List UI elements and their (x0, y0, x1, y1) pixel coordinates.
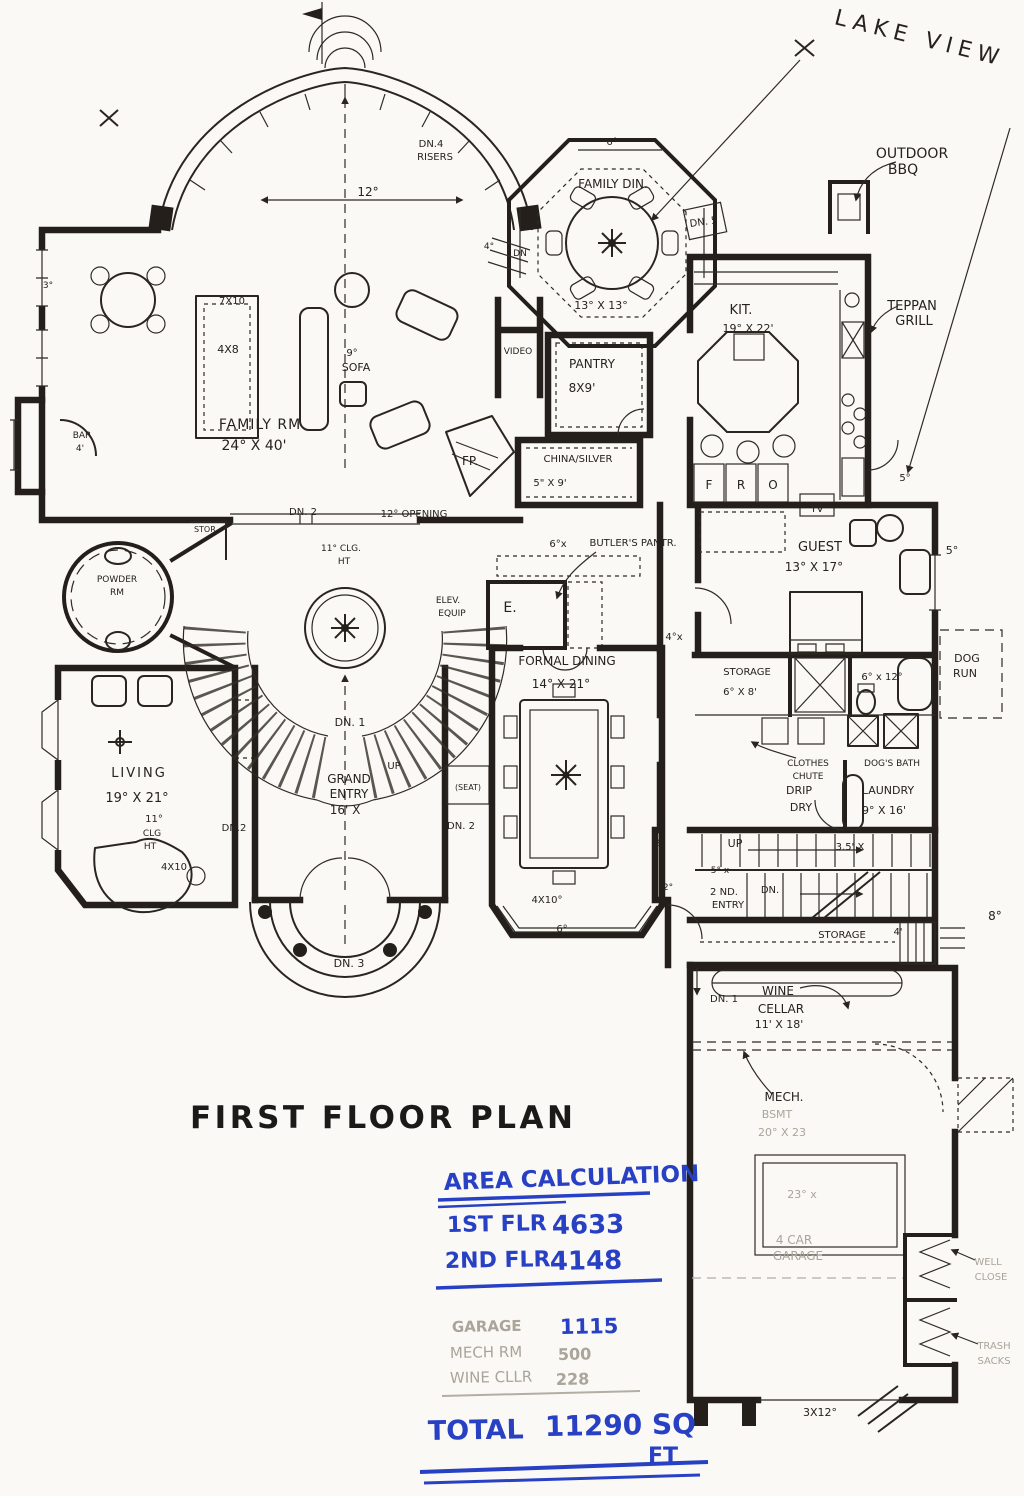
dim-23-label: 23° x (787, 1188, 817, 1201)
area-calc-heading: AREA CALCULATION (443, 1161, 700, 1196)
formal-1-label: FORMAL DINING (518, 654, 616, 668)
elev-equip-1-label: ELEV. (435, 596, 461, 606)
teppan-grill-2-label: GRILL (895, 314, 933, 329)
liv-clg-3-label: HT (143, 842, 157, 852)
mech-1-label: MECH. (764, 1090, 804, 1104)
elev-equip-2-label: EQUIP (438, 609, 466, 619)
area-calc-row-value: 500 (557, 1344, 592, 1364)
mech-2-label: BSMT (761, 1108, 793, 1121)
dog-run-2-label: RUN (953, 667, 977, 680)
sofa-2-label: SOFA (341, 361, 371, 374)
china-1-label: CHINA/SILVER (543, 454, 613, 465)
dim-4x10-liv-label: 4X10 (161, 862, 187, 873)
teppan-grill-1-label: TEPPAN (887, 299, 937, 314)
wine-2-label: CELLAR (757, 1002, 805, 1016)
stor-label: STOR. (193, 525, 219, 534)
pantry-2-label: 8X9' (568, 381, 596, 395)
area-calc-total-value: 11290 SQ (544, 1407, 697, 1443)
plan-title: FIRST FLOOR PLAN (190, 1100, 577, 1136)
sofa-1-label: 9° (346, 348, 358, 359)
laundry-1-label: LAUNDRY (861, 784, 915, 797)
laundry-2-label: 9° X 16' (861, 804, 907, 817)
area-calc-row-value: 4633 (551, 1209, 625, 1241)
hall-clg-2-label: HT (337, 557, 351, 567)
video-label: VIDEO (503, 347, 533, 357)
living-2-label: 19° X 21° (105, 791, 169, 806)
powder-2-label: RM (109, 588, 125, 598)
up-stair-label: UP (727, 837, 743, 850)
dogs-bath-label: DOG'S BATH (864, 759, 920, 769)
dim-2-b-label: 2° (662, 883, 674, 893)
clothes-1-label: CLOTHES (787, 759, 829, 769)
area-calc-total-unit: FT (648, 1444, 679, 1469)
dim-6-top-label: 6° (606, 137, 618, 148)
garage-2-label: GARAGE (772, 1249, 824, 1263)
drip-dry-2-label: DRY (789, 801, 813, 814)
grand-2-label: ENTRY (329, 787, 369, 801)
family-room-2-label: 24° X 40' (221, 438, 287, 454)
storage4-1-label: STORAGE (818, 930, 866, 941)
dim-4x-hall-label: 4°x (665, 632, 683, 643)
area-calc-total-label: TOTAL (427, 1414, 524, 1447)
clothes-2-label: CHUTE (792, 772, 824, 782)
storage68-1-label: STORAGE (723, 667, 771, 678)
dn2-left-label: DN.2 (221, 823, 247, 834)
dim-5-kit-label: 5° (899, 473, 911, 484)
area-calc-row-label: 2ND FLR (444, 1247, 551, 1274)
dining-dim-label: 13° X 13° (574, 299, 628, 312)
area-calc-row-label: MECH RM (449, 1342, 523, 1362)
seat-label: (SEAT) (454, 783, 482, 792)
living-1-label: LIVING (111, 766, 167, 781)
dn5-label: DN. 5 (689, 215, 719, 230)
dim-12-label: 12° (357, 185, 379, 199)
entry2-2-label: ENTRY (711, 900, 745, 911)
bar-2-label: 4' (75, 444, 85, 454)
outdoor-bbq-1-label: OUTDOOR (875, 146, 949, 162)
dim-4x10-din-label: 4X10° (531, 895, 563, 906)
area-calc-row-value: 228 (555, 1369, 590, 1389)
tv-label: TV (810, 504, 824, 515)
dn-top-label: DN (513, 249, 527, 259)
area-calc-row-label: 1ST FLR (446, 1211, 547, 1238)
bath-dim-label: 6° x 12° (861, 672, 903, 683)
area-calc-row-label: WINE CLLR (449, 1367, 533, 1387)
dim-5-right-label: 5° (945, 544, 959, 557)
opening-12-label: 12° OPENING (380, 509, 448, 520)
storage68-2-label: 6° X 8' (723, 687, 757, 698)
kitchen-2-label: 19° X 22' (722, 322, 774, 335)
fireplace-label: FP. (461, 454, 479, 468)
outdoor-bbq-2-label: BBQ (887, 162, 919, 178)
grand-1-label: GRAND (327, 772, 371, 786)
dn2-grand-label: DN. 2 (447, 821, 475, 832)
lake-view-label: LAKE VIEW (831, 5, 1008, 72)
dn3-porch-label: DN. 3 (333, 957, 365, 970)
mech-3-label: 20° X 23 (757, 1126, 807, 1139)
dim-6-din-label: 6° (556, 924, 568, 935)
bar-1-label: BAR (72, 431, 92, 441)
storage4-2-label: 4' (893, 927, 903, 938)
trash-note-1-label: TRASH (977, 1341, 1011, 1352)
up-grand-label: UP (387, 761, 401, 772)
dn4-1-label: DN.4 (418, 139, 444, 150)
closet-note-2-label: CLOSE (974, 1272, 1008, 1283)
dn4-2-label: RISERS (417, 152, 453, 163)
liv-clg-1-label: 11° (145, 814, 163, 825)
wine-1-label: WINE (762, 984, 794, 998)
family-dining-label: FAMILY DIN. (578, 177, 648, 191)
wine-3-label: 11' X 18' (754, 1018, 804, 1031)
closet-note-1-label: WELL (974, 1257, 1002, 1268)
dn2-family-label: DN. 2 (289, 507, 317, 518)
dim-7x10-label: 7X10 (219, 296, 245, 307)
appliance-o-label: O (768, 478, 778, 492)
china-2-label: 5" X 9' (533, 478, 567, 489)
guest-2-label: 13° X 17° (784, 560, 844, 574)
dim-3-left-label: 3° (42, 281, 54, 291)
appliance-r-label: R (736, 478, 746, 492)
dog-run-1-label: DOG (954, 652, 980, 665)
kitchen-1-label: KIT. (729, 303, 753, 318)
trash-note-2-label: SACKS (977, 1356, 1011, 1367)
drip-dry-1-label: DRIP (786, 784, 812, 797)
elevator-label: E. (503, 600, 517, 616)
dn-stair-label: DN. (760, 885, 780, 896)
appliance-f-label: F (705, 478, 713, 492)
liv-clg-2-label: CLG (142, 829, 162, 839)
dn1-grand-label: DN. 1 (334, 716, 366, 729)
dim-2-a-label: 2° (654, 839, 666, 849)
dim-8-label: 8° (988, 909, 1002, 923)
butlers-1-label: 6°x (549, 539, 567, 550)
grand-3-label: 16' X (329, 803, 361, 817)
dim-4-top-label: 4° (483, 242, 495, 252)
area-calc-row-label: GARAGE (451, 1316, 522, 1336)
powder-1-label: POWDER (96, 575, 138, 585)
area-calc-row-value: 1115 (559, 1313, 619, 1339)
dim-35-label: 3.5' X (835, 842, 865, 853)
dim-5x-label: 5° x (710, 866, 730, 876)
entry2-1-label: 2 ND. (710, 887, 738, 898)
area-calc-row-value: 4148 (549, 1245, 623, 1277)
dim-4x8-label: 4X8 (217, 343, 239, 356)
hall-clg-1-label: 11° CLG. (321, 544, 361, 554)
butlers-2-label: BUTLER'S PANTR. (589, 538, 677, 549)
family-room-1-label: FAMILY RM (218, 417, 302, 433)
dn1-wine-label: DN. 1 (710, 994, 738, 1005)
dim-3x12-label: 3X12° (802, 1406, 838, 1419)
garage-1-label: 4 CAR (775, 1233, 813, 1247)
pantry-1-label: PANTRY (569, 357, 615, 371)
formal-2-label: 14° X 21° (531, 677, 591, 691)
guest-1-label: GUEST (798, 540, 842, 555)
